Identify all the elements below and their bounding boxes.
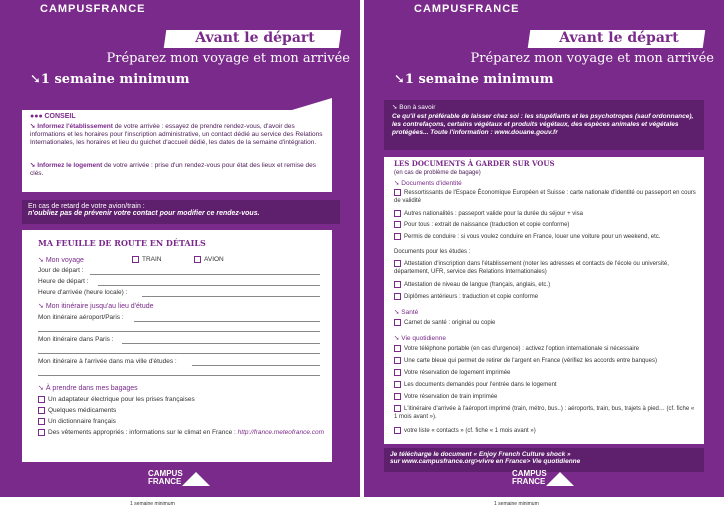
arrow-icon: ➘	[30, 72, 41, 87]
doc-item[interactable]: Permis de conduire : si vous voulez conduire en France, louer une voiture pour un weekend, etc.	[394, 233, 699, 242]
doc-item[interactable]: Diplômes antérieurs : traduction et copie conforme	[394, 293, 699, 302]
savoir-text: Ce qu'il est préférable de laisser chez soi : les stupéfiants et les psychotropes (sauf ordonnance), les contrefaçons, certains végétaux et produits végétaux, des espèces animales et végétales protégées... Toute l'information : www.douane.gouv.fr	[392, 113, 694, 136]
bag-item[interactable]: Un adaptateur électrique pour les prises françaises	[38, 396, 195, 403]
brand-header: CAMPUSFRANCE	[414, 3, 520, 15]
doc-item[interactable]: Votre réservation de logement imprimée	[394, 369, 699, 378]
bagages-heading: ➘ À prendre dans mes bagages	[38, 385, 138, 392]
ville-field[interactable]	[192, 365, 320, 366]
conseil-heading: ●●● CONSEIL	[30, 113, 76, 120]
aeroport-field-2[interactable]	[38, 331, 320, 332]
etudes-heading: Documents pour les études :	[394, 249, 471, 255]
doc-item[interactable]: Ressortissants de l'Espace Économique Européen et Suisse : carte nationale d'identité ou passeport en cours de validité	[394, 190, 696, 204]
vie-heading: ➘ Vie quotidienne	[394, 335, 446, 342]
doc-item[interactable]: Autres nationalités : passeport valide pour la durée du séjour + visa	[394, 210, 699, 219]
documents-title: LES DOCUMENTS À GARDER SUR VOUS	[394, 159, 555, 168]
timeline-bar	[0, 497, 360, 514]
doc-item[interactable]: Carnet de santé : original ou copie	[394, 319, 699, 328]
train-checkbox[interactable]: TRAIN	[132, 256, 162, 263]
doc-item[interactable]: Votre réservation de train imprimée	[394, 393, 699, 402]
aeroport-label: Mon itinéraire aéroport/Paris :	[38, 314, 124, 321]
timeline-active: 1 semaine minimum	[130, 501, 175, 507]
doc-item[interactable]: Votre téléphone portable (en cas d'urgence) : activez l'option internationale si nécessaire	[394, 345, 699, 354]
heure-depart-field[interactable]	[98, 285, 320, 286]
enjoy-line-1: Je télécharge le document « Enjoy French Culture shock »	[390, 451, 571, 458]
doc-item[interactable]: Attestation de niveau de langue (français, anglais, etc.)	[394, 281, 699, 290]
timeline-bar	[364, 497, 724, 514]
page-title: Avant le départ	[195, 30, 315, 46]
bag-item[interactable]: Quelques médicaments	[38, 407, 116, 414]
ville-label: Mon itinéraire à l'arrivée dans ma ville d'études :	[38, 358, 177, 365]
meteofrance-link[interactable]: http://france.meteofrance.com	[237, 429, 325, 437]
bag-item[interactable]: Des vêtements appropriés : informations sur le climat en France : http://france.meteofrance.com	[38, 429, 324, 436]
avion-checkbox[interactable]: AVION	[194, 256, 224, 263]
jour-depart-field[interactable]	[90, 274, 320, 275]
campusfrance-logo: CAMPUS FRANCE	[512, 469, 547, 486]
aeroport-field[interactable]	[134, 321, 320, 322]
paris-field-2[interactable]	[38, 353, 320, 354]
page-subtitle: Préparez mon voyage et mon arrivée	[470, 51, 714, 66]
doc-item[interactable]: Attestation d'inscription dans l'établissement (noter les adresses et contacts de l'école ou université, département, UFR, service des Relations Internationales)	[394, 261, 669, 275]
timeline-active: 1 semaine minimum	[494, 501, 539, 507]
retard-box	[22, 200, 340, 224]
itineraire-heading: ➘ Mon itinéraire jusqu'au lieu d'étude	[38, 303, 154, 310]
voyage-heading: ➘ Mon voyage	[38, 257, 84, 264]
page-title: Avant le départ	[559, 30, 679, 46]
conseil-box	[22, 110, 332, 192]
dots-icon: ●●●	[30, 113, 43, 120]
doc-item[interactable]: L'itinéraire d'arrivée à l'aéroport imprimé (train, métro, bus..) : aéroports, train, bus, trajets à pied… (cf. fiche « 1 mois avant »).	[394, 406, 695, 420]
brand-header: CAMPUSFRANCE	[40, 3, 146, 15]
timeframe-heading: ➘1 semaine minimum	[394, 72, 554, 87]
paris-label: Mon itinéraire dans Paris :	[38, 336, 114, 343]
bon-a-savoir-box	[384, 100, 704, 150]
doc-item[interactable]: Une carte bleue qui permet de retirer de l'argent en France (vérifiez les accords entre banques)	[394, 357, 699, 366]
jour-depart-label: Jour de départ :	[38, 267, 84, 274]
feuille-de-route-box	[22, 230, 332, 462]
enjoy-line-2: sur www.campusfrance.org>vivre en France> Vie quotidienne	[390, 458, 581, 465]
left-page	[0, 0, 360, 514]
heure-depart-label: Heure de départ :	[38, 278, 89, 285]
savoir-heading: ➘ Bon à savoir	[392, 104, 436, 111]
arrow-icon: ➘	[30, 123, 38, 130]
arrow-icon: ➘	[30, 162, 38, 169]
bag-item[interactable]: Un dictionnaire français	[38, 418, 116, 425]
retard-line-1: En cas de retard de votre avion/train :	[28, 203, 145, 210]
right-page	[364, 0, 724, 514]
timeframe-heading: ➘1 semaine minimum	[30, 72, 190, 87]
ville-field-2[interactable]	[38, 375, 320, 376]
conseil-item-1: ➘ Informez l'établissement de votre arrivée : essayez de prendre rendez-vous, d'avoir des informations et les horaires pour l'inscription administrative, un contact dédié au service des Relations Internationales, les horaires et lieu du guichet d'accueil dédié, les dates de la semaine d'intégration.	[30, 123, 323, 146]
doc-item[interactable]: Pour tous : extrait de naissance (traduction et copie conforme)	[394, 221, 699, 230]
documents-box	[384, 157, 704, 444]
campusfrance-logo: CAMPUS FRANCE	[148, 469, 183, 486]
heure-arrivee-label: Heure d'arrivée (heure locale) :	[38, 289, 128, 296]
feuille-title: MA FEUILLE DE ROUTE EN DÉTAILS	[38, 238, 206, 248]
page-subtitle: Préparez mon voyage et mon arrivée	[106, 51, 350, 66]
doc-item[interactable]: Les documents demandés pour l'entrée dans le logement	[394, 381, 699, 390]
arrow-icon: ➘	[394, 72, 405, 87]
sante-heading: ➘ Santé	[394, 309, 419, 316]
paris-field[interactable]	[122, 343, 320, 344]
retard-line-2: n'oubliez pas de prévenir votre contact pour modifier ce rendez-vous.	[28, 210, 260, 217]
logo-icon	[546, 472, 574, 486]
documents-subtitle: (en cas de problème de bagage)	[394, 170, 481, 176]
identite-heading: ➘ Documents d'identité	[394, 180, 462, 187]
doc-item[interactable]: votre liste « contacts » (cf. fiche « 1 mois avant »)	[394, 427, 699, 436]
conseil-item-2: ➘ Informez le logement de votre arrivée : prise d'un rendez-vous pour état des lieux et remise des clés.	[30, 162, 316, 177]
logo-icon	[182, 472, 210, 486]
heure-arrivee-field[interactable]	[142, 296, 320, 297]
